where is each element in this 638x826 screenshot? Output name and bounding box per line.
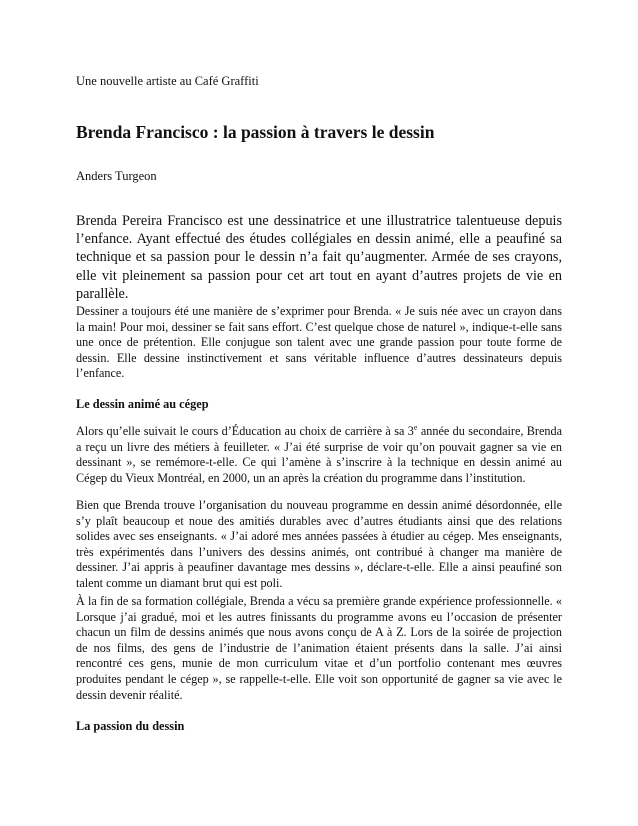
author-name: Anders Turgeon (76, 169, 157, 183)
paragraph-2 (76, 424, 562, 486)
paragraph-2-start: Alors qu’elle suivait le cours d’Éducation au choix de carrière à sa 3 (76, 424, 414, 438)
paragraph-3: Bien que Brenda trouve l’organisation du nouveau programme en dessin animé désordonnée, elle s’y plaît beaucoup et noue des amitiés durables avec d’autres étudiants ainsi que des relations solides avec ses enseignants. « J’ai adoré mes années passées à étudier au cégep. Mes enseignants, très expérimentés dans l’univers des dessins animés, ont contribué à changer ma manière de dessiner. J’ai appris à peaufiner davantage mes dessins », déclare-t-elle. Elle a ainsi peaufiné son talent comme un diamant brut qui est poli. (76, 498, 562, 590)
article-lede: Brenda Pereira Francisco est une dessinatrice et une illustratrice talentueuse depuis l’enfance. Ayant effectué des études collégiales en dessin animé, elle a peaufiné sa technique et sa passion pour le dessin n’a fait qu’augmenter. Armée de ses crayons, elle vit pleinement sa passion pour cet art tout en ayant d’autres projets de vie en parallèle. (76, 213, 562, 302)
paragraph-4: À la fin de sa formation collégiale, Brenda a vécu sa première grande expérience professionnelle. « Lorsque j’ai gradué, moi et les autres finissants du programme avons eu l’occasion de présenter chacun un film de dessins animés que nous avons conçu de A à Z. Lors de la soirée de projection de nos films, des gens de l’industrie de l’animation étaient présents dans la salle. J’ai ainsi rencontré ces gens, munie de mon curriculum vitae et d’un portfolio contenant mes œuvres produites pendant le cégep », se rappelle-t-elle. Elle voit son opportunité de gagner sa vie avec le dessin devenir réalité. (76, 594, 562, 702)
paragraph-1: Dessiner a toujours été une manière de s’exprimer pour Brenda. « Je suis née avec un crayon dans la main! Pour moi, dessiner se fait sans effort. C’est quelque chose de naturel », indique-t-elle sans une once de prétention. Elle conjugue son talent avec une grande passion pour toute forme de dessin. Elle dessine instinctivement et sans véritable influence d’autres dessinateurs depuis l’enfance. (76, 304, 562, 381)
subheading-la-passion: La passion du dessin (76, 719, 185, 733)
ordinal-superscript: e (413, 422, 418, 432)
paragraph-2-end: année du secondaire, Brenda a reçu un livre des métiers à feuilleter. « J’ai été surprise de voir qu’on pouvait gagner sa vie en dessinant », se remémore-t-elle. Ce qui l’amène à s’inscrire à la technique en dessin animé au Cégep du Vieux Montréal, en 2000, un an après la création du programme dans l’institution. (76, 424, 562, 485)
article-title: Brenda Francisco : la passion à travers le dessin (76, 122, 435, 142)
subheading-le-dessin-anime: Le dessin animé au cégep (76, 397, 209, 411)
article-kicker: Une nouvelle artiste au Café Graffiti (76, 74, 259, 88)
